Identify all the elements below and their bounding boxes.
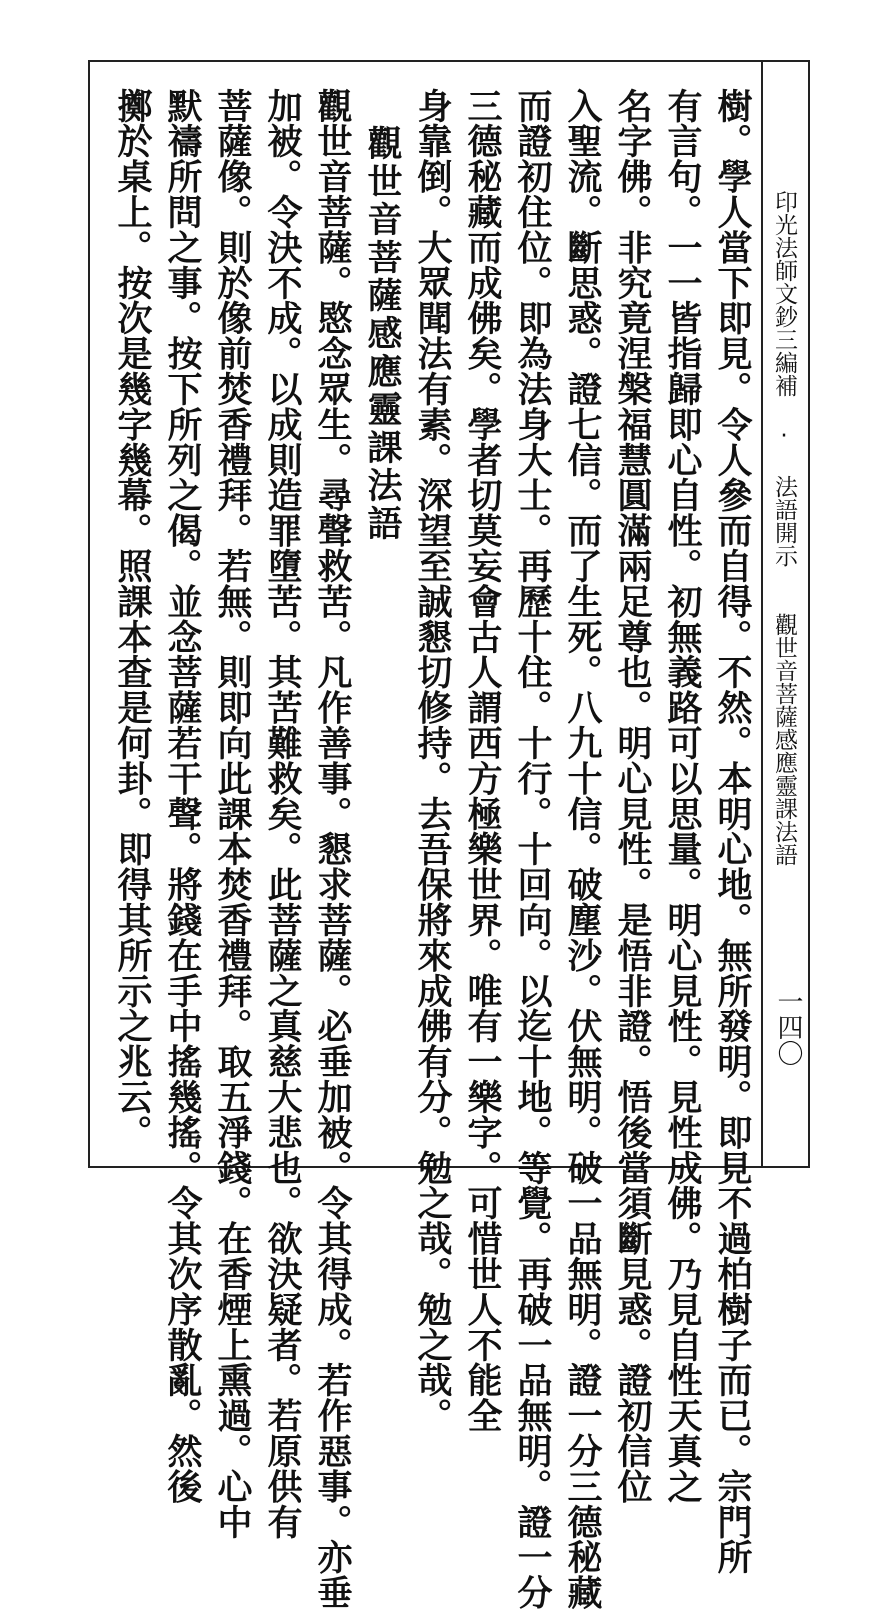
text-column: 三德秘藏而成佛矣。學者切莫妄會古人謂西方極樂世界。唯有一樂字。可惜世人不能全 bbox=[462, 88, 503, 1434]
text-column: 加被。令決不成。以成則造罪墮苦。其苦難救矣。此菩薩之真慈大悲也。欲決疑者。若原供有 bbox=[262, 88, 303, 1540]
text-column: 擲於桌上。按次是幾字幾幕。照課本查是何卦。即得其所示之兆云。 bbox=[112, 88, 153, 1150]
text-column: 身靠倒。大眾聞法有素。深望至誠懇切修持。去吾保將來成佛有分。勉之哉。勉之哉。 bbox=[412, 88, 453, 1434]
text-column: 入聖流。斷思惑。證七信。而了生死。八九十信。破塵沙。伏無明。破一品無明。證一分三德秘藏 bbox=[562, 88, 603, 1610]
header-divider bbox=[761, 60, 763, 1168]
page-number: 一四〇 bbox=[773, 988, 803, 1066]
section-heading: 觀世音菩薩感應靈課法語 bbox=[362, 125, 403, 543]
text-column: 名字佛。非究竟涅槃福慧圓滿兩足尊也。明心見性。是悟非證。悟後當須斷見惑。證初信位 bbox=[612, 88, 653, 1504]
book-title: 印光法師文鈔三編補 · 法語開示 bbox=[771, 190, 797, 567]
text-column: 觀世音菩薩。愍念眾生。尋聲救苦。凡作善事。懇求菩薩。必垂加被。令其得成。若作惡事。亦垂 bbox=[312, 88, 353, 1610]
section-title: 觀世音菩薩感應靈課法語 bbox=[771, 613, 797, 866]
text-column: 而證初住位。即為法身大士。再歷十住。十行。十回向。以迄十地。等覺。再破一品無明。證一分 bbox=[512, 88, 553, 1610]
text-column: 默禱所問之事。按下所列之偈。並念菩薩若干聲。將錢在手中搖幾搖。令其次序散亂。然後 bbox=[162, 88, 203, 1504]
running-header bbox=[768, 190, 801, 866]
text-column: 有言句。一一皆指歸即心自性。初無義路可以思量。明心見性。見性成佛。乃見自性天真之 bbox=[662, 88, 703, 1504]
text-column: 樹。學人當下即見。令人參而自得。不然。本明心地。無所發明。即見不過柏樹子而已。宗門所 bbox=[712, 88, 753, 1575]
text-column: 菩薩像。則於像前焚香禮拜。若無。則即向此課本焚香禮拜。取五淨錢。在香煙上熏過。心中 bbox=[212, 88, 253, 1540]
